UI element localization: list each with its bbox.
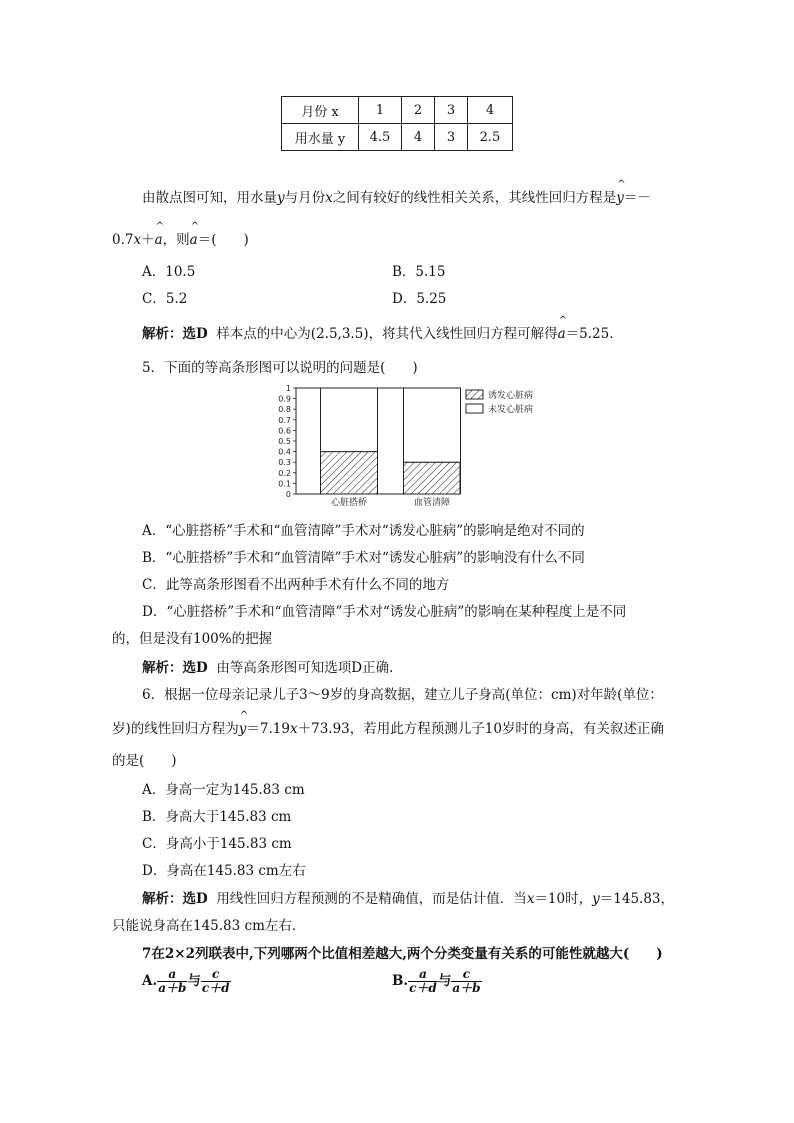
q5-option-b[interactable]: B．“心脏搭桥”手术和“血管清障”手术对“诱发心脏病”的影响没有什么不同 — [142, 550, 585, 566]
y-tick-label: 0.9 — [278, 394, 291, 404]
q4-option-b[interactable]: B．5.15 — [392, 264, 446, 280]
q6-option-b[interactable]: B．身高大于145.83 cm — [142, 809, 292, 825]
var-y: y — [277, 190, 285, 206]
table-cell: 3 — [435, 124, 468, 151]
q7-stem: 7在2×2列联表中,下列哪两个比值相差越大,两个分类变量有关系的可能性就越大( ) — [142, 946, 663, 962]
water-usage-table — [281, 96, 513, 151]
q4-option-a[interactable]: A．10.5 — [142, 264, 196, 280]
q4-stem-line1 — [142, 186, 651, 206]
solution-choice: 选D — [182, 891, 208, 907]
text: ＝( ) — [197, 232, 249, 248]
q6-solution — [142, 887, 674, 907]
q4-option-d[interactable]: D．5.25 — [392, 291, 447, 307]
fraction — [201, 968, 231, 995]
text: ＋73.93，若用此方程预测儿子10岁时的身高，有关叙述正确 — [297, 721, 664, 737]
x-category-label: 心脏搭桥 — [330, 498, 368, 508]
y-tick-label: 0.2 — [278, 468, 291, 478]
table-cell: 4 — [468, 97, 513, 124]
text: 岁)的线性回归方程为 — [112, 721, 239, 737]
table-cell: 用水量 y — [282, 124, 359, 151]
text: ＝－ — [623, 190, 651, 206]
fraction — [157, 968, 187, 995]
bar-segment-not-induced — [404, 388, 461, 462]
q5-option-d-cont: 的，但是没有100%的把握 — [112, 631, 273, 647]
var-x: x — [325, 190, 333, 206]
text: ＝145.83， — [599, 891, 675, 907]
text: 与 — [437, 973, 452, 989]
q5-stem: 5．下面的等高条形图可以说明的问题是( ) — [142, 360, 418, 376]
var-a-hat: ^ a — [558, 326, 566, 342]
legend-label: 未发心脏病 — [488, 405, 534, 415]
text: 与月份 — [284, 190, 326, 206]
denominator: c＋d — [409, 981, 437, 995]
denominator: a＋b — [158, 981, 187, 995]
y-tick-label: 0.4 — [278, 447, 291, 457]
y-tick-label: 0.6 — [278, 426, 291, 436]
table-row — [282, 97, 513, 124]
denominator: c＋d — [201, 981, 230, 995]
q6-solution-line2: 只能说身高在145.83 cm左右． — [112, 918, 306, 934]
text: 由等高条形图可知选项D正确. — [216, 660, 394, 676]
table-cell: 4.5 — [359, 124, 402, 151]
denominator: a＋b — [452, 981, 481, 995]
y-tick-label: 0.1 — [278, 479, 291, 489]
numerator: c — [451, 968, 481, 982]
text: 用线性回归方程预测的不是精确值，而是估计值．当 — [216, 891, 527, 907]
text: ，则 — [162, 232, 190, 248]
numerator: c — [201, 968, 231, 982]
legend-label: 诱发心脏病 — [488, 391, 534, 401]
table-cell: 月份 x — [282, 97, 359, 124]
q7-option-b[interactable] — [392, 968, 482, 995]
var-x: x — [133, 232, 142, 248]
q5-solution — [142, 656, 393, 676]
table-cell: 1 — [359, 97, 402, 124]
q7-option-a[interactable] — [142, 968, 231, 995]
text: ＝5.25. — [565, 326, 614, 342]
var-y-hat: ^ y — [239, 721, 247, 737]
var-y-hat: ^ y — [616, 190, 624, 206]
var-x: x — [289, 721, 298, 737]
text: 与 — [187, 973, 201, 989]
fraction — [451, 968, 481, 995]
y-tick-label: 0.5 — [278, 437, 291, 446]
text: ＋ — [141, 232, 155, 248]
q5-option-c[interactable]: C．此等高条形图看不出两种手术有什么不同的地方 — [142, 577, 450, 593]
table-cell: 3 — [435, 97, 468, 124]
option-label: B. — [392, 973, 409, 989]
solution-label: 解析： — [142, 326, 183, 342]
table-cell: 2.5 — [468, 124, 513, 151]
solution-choice: 选D — [182, 326, 208, 342]
q6-option-d[interactable]: D．身高在145.83 cm左右 — [142, 863, 306, 879]
y-tick-label: 0.7 — [278, 415, 291, 425]
q6-stem-line1: 6．根据一位母亲记录儿子3～9岁的身高数据，建立儿子身高(单位：cm)对年龄(单位： — [142, 687, 663, 703]
var-a-hat: ^ a — [190, 232, 198, 248]
var-x: x — [526, 891, 535, 907]
y-tick-label: 1 — [285, 384, 291, 393]
solution-label: 解析： — [142, 660, 183, 676]
q4-option-c[interactable]: C．5.2 — [142, 291, 188, 307]
text: ＝7.19 — [246, 721, 290, 737]
numerator: a — [408, 968, 438, 982]
table-row — [282, 124, 513, 151]
bar-segment-induced — [404, 462, 461, 494]
stacked-bar-chart — [270, 380, 560, 510]
q4-solution — [142, 322, 614, 342]
table-cell: 2 — [402, 97, 435, 124]
numerator: a — [157, 968, 187, 982]
legend-swatch — [466, 404, 483, 413]
x-category-label: 血管清障 — [413, 498, 451, 508]
y-tick-label: 0.8 — [278, 405, 291, 415]
text: 样本点的中心为(2.5,3.5)，将其代入线性回归方程可解得 — [216, 326, 558, 342]
var-y: y — [592, 891, 600, 907]
legend-swatch — [466, 390, 483, 399]
q6-stem-line3: 的是( ) — [112, 753, 177, 769]
q5-option-d[interactable]: D．“心脏搭桥”手术和“血管清障”手术对“诱发心脏病”的影响在某种程度上是不同 — [142, 604, 627, 620]
q6-option-a[interactable]: A．身高一定为145.83 cm — [142, 782, 305, 798]
solution-label: 解析： — [142, 891, 183, 907]
text: 0.7 — [112, 232, 134, 248]
q6-stem-line2 — [112, 717, 664, 737]
q6-option-c[interactable]: C．身高小于145.83 cm — [142, 836, 292, 852]
text: 由散点图可知，用水量 — [142, 190, 277, 206]
bar-segment-not-induced — [321, 388, 378, 452]
y-tick-label: 0 — [285, 490, 291, 499]
var-a-hat: ^ a — [155, 232, 163, 248]
text: 之间有较好的线性相关关系，其线性回归方程是 — [332, 190, 617, 206]
y-tick-label: 0.3 — [278, 458, 291, 468]
q5-option-a[interactable]: A．“心脏搭桥”手术和“血管清障”手术对“诱发心脏病”的影响是绝对不同的 — [142, 523, 585, 539]
fraction — [408, 968, 438, 995]
bar-segment-induced — [321, 452, 378, 494]
solution-choice: 选D — [182, 660, 208, 676]
option-label: A. — [142, 973, 158, 989]
q4-stem-line2 — [112, 228, 249, 248]
text: ＝10时， — [534, 891, 593, 907]
table-cell: 4 — [402, 124, 435, 151]
